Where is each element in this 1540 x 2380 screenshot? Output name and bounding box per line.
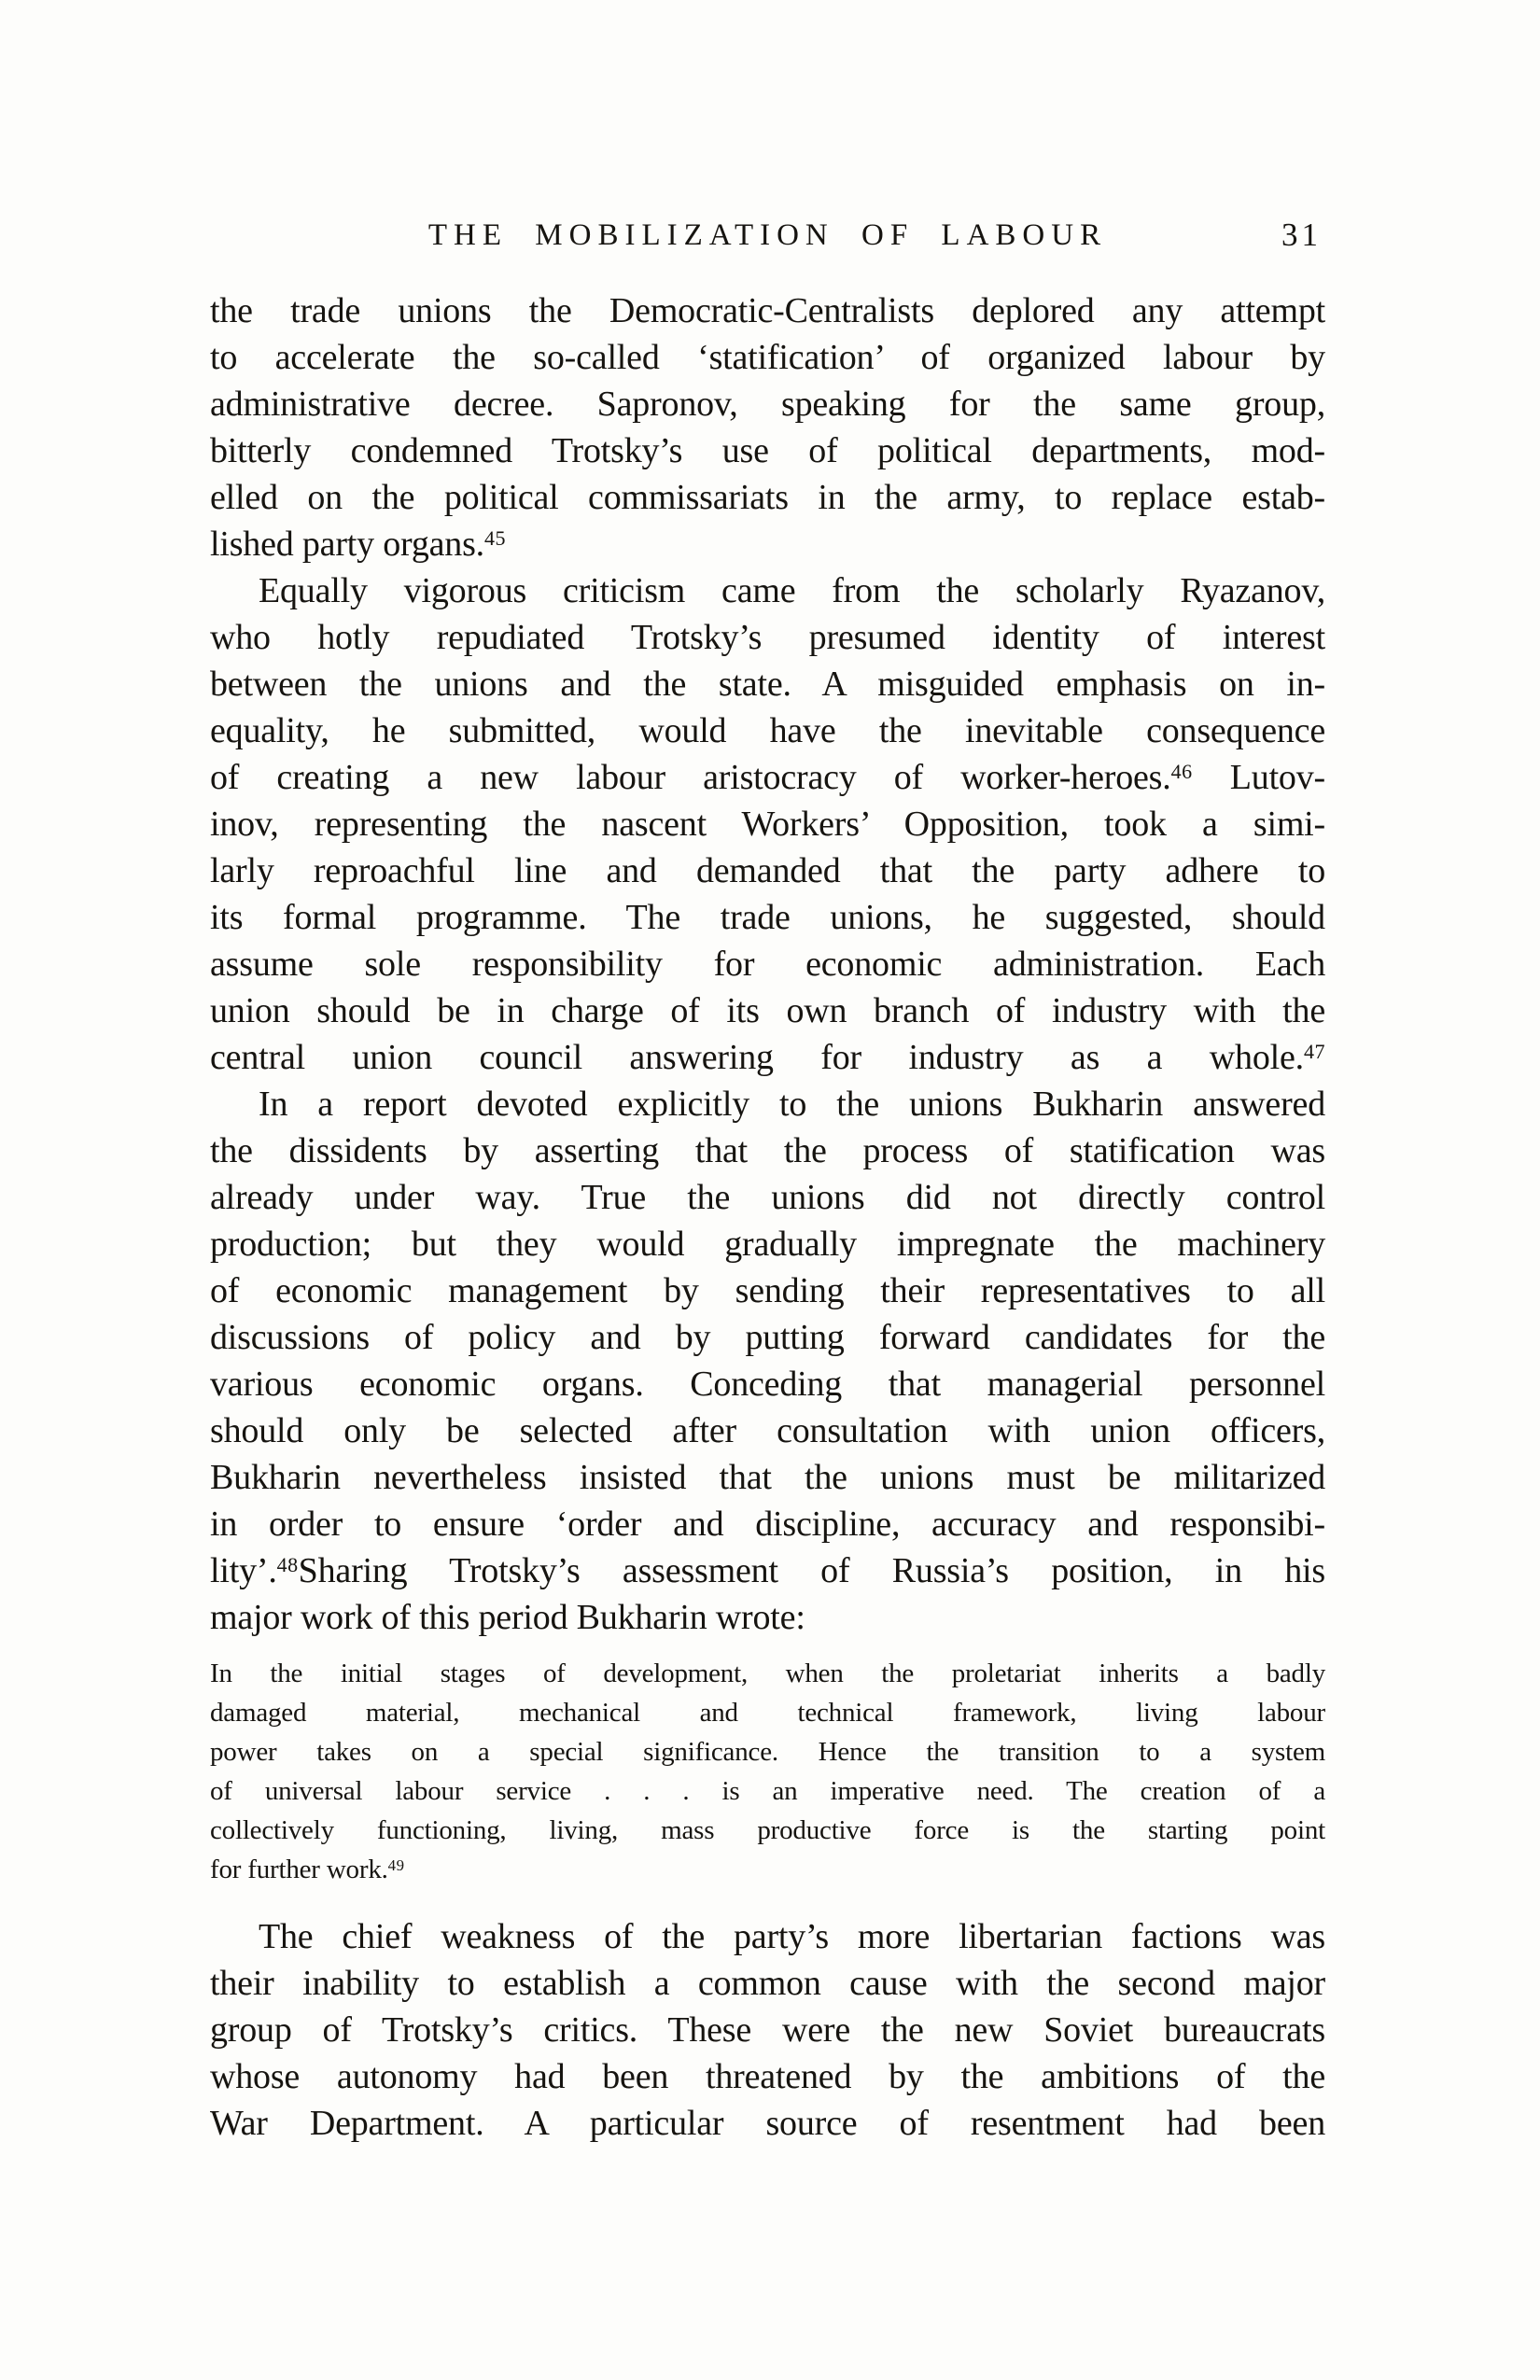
text-line: its formal programme. The trade unions, he suggested, should xyxy=(210,898,1325,937)
text-line: inov, representing the nascent Workers’ Opposition, took a simi- xyxy=(210,805,1325,844)
text-line: War Department. A particular source of resentment had been xyxy=(210,2104,1325,2143)
text-line: damaged material, mechanical and technical framework, living labour xyxy=(210,1698,1325,1728)
text-line: Equally vigorous criticism came from the scholarly Ryazanov, xyxy=(259,571,1325,610)
text-line: In a report devoted explicitly to the unions Bukharin answered xyxy=(259,1085,1325,1124)
footnote-reference: 49 xyxy=(387,1855,405,1874)
text-line: various economic organs. Conceding that managerial personnel xyxy=(210,1365,1325,1404)
footnote-reference: 47 xyxy=(1303,1040,1325,1064)
text-line: of creating a new labour aristocracy of worker-heroes.$^{46}$ Lutov- xyxy=(210,758,1325,797)
text-line: lity’.$^{48}$Sharing Trotsky’s assessment of Russia’s position, in his xyxy=(210,1551,1325,1590)
text-line: of economic management by sending their representatives to all xyxy=(210,1271,1325,1310)
paragraph xyxy=(210,1913,1325,2147)
text-line: production; but they would gradually impregnate the machinery xyxy=(210,1225,1325,1264)
text-line: union should be in charge of its own branch of industry with the xyxy=(210,991,1325,1030)
block-quote xyxy=(210,1654,1325,1889)
text-line: discussions of policy and by putting forward candidates for the xyxy=(210,1318,1325,1357)
text-line: assume sole responsibility for economic administration. Each xyxy=(210,945,1325,984)
text-line: who hotly repudiated Trotsky’s presumed identity of interest xyxy=(210,618,1325,657)
text-line: major work of this period Bukharin wrote: xyxy=(210,1598,805,1637)
text-line: power takes on a special significance. Hence the transition to a system xyxy=(210,1737,1325,1767)
paragraph xyxy=(210,287,1325,567)
text-line: to accelerate the so-called ‘statification’ of organized labour by xyxy=(210,338,1325,377)
footnote-reference: 46 xyxy=(1170,760,1193,784)
text-line: between the unions and the state. A misguided emphasis on in- xyxy=(210,665,1325,704)
text-line: should only be selected after consultation with union officers, xyxy=(210,1411,1325,1450)
page-number: 31 xyxy=(1281,217,1322,253)
page-text xyxy=(210,287,1325,2147)
text-line: collectively functioning, living, mass productive force is the starting point xyxy=(210,1815,1325,1845)
text-line: in order to ensure ‘order and discipline, accuracy and responsibi- xyxy=(210,1505,1325,1544)
footnote-reference: 48 xyxy=(276,1553,299,1577)
text-line: whose autonomy had been threatened by the ambitions of the xyxy=(210,2057,1325,2096)
text-line: for further work.$^{49}$ xyxy=(210,1855,405,1884)
paragraph xyxy=(210,1081,1325,1641)
text-line: already under way. True the unions did not directly control xyxy=(210,1178,1325,1217)
text-line: administrative decree. Sapronov, speaking for the same group, xyxy=(210,385,1325,424)
text-line: Bukharin nevertheless insisted that the unions must be militarized xyxy=(210,1458,1325,1497)
text-line: The chief weakness of the party’s more libertarian factions was xyxy=(259,1917,1325,1956)
text-line: the trade unions the Democratic-Centralists deplored any attempt xyxy=(210,291,1325,330)
paragraph xyxy=(210,567,1325,1081)
footnote-reference: 45 xyxy=(483,526,507,551)
text-line: central union council answering for industry as a whole.$^{47}$ xyxy=(210,1038,1325,1077)
text-line: group of Trotsky’s critics. These were the new Soviet bureaucrats xyxy=(210,2010,1325,2050)
text-line: of universal labour service . . . is an imperative need. The creation of a xyxy=(210,1776,1325,1806)
text-line: bitterly condemned Trotsky’s use of political departments, mod- xyxy=(210,431,1325,470)
text-line: elled on the political commissariats in the army, to replace estab- xyxy=(210,478,1325,517)
text-line: their inability to establish a common cause with the second major xyxy=(210,1964,1325,2003)
text-line: the dissidents by asserting that the process of statification was xyxy=(210,1131,1325,1170)
text-line: lished party organs.$^{45}$ xyxy=(210,525,507,564)
running-header xyxy=(210,216,1325,255)
text-line: equality, he submitted, would have the inevitable consequence xyxy=(210,711,1325,750)
running-header-title: THE MOBILIZATION OF LABOUR xyxy=(427,218,1108,252)
text-line: In the initial stages of development, when the proletariat inherits a badly xyxy=(210,1659,1325,1688)
text-line: larly reproachful line and demanded that the party adhere to xyxy=(210,851,1325,890)
